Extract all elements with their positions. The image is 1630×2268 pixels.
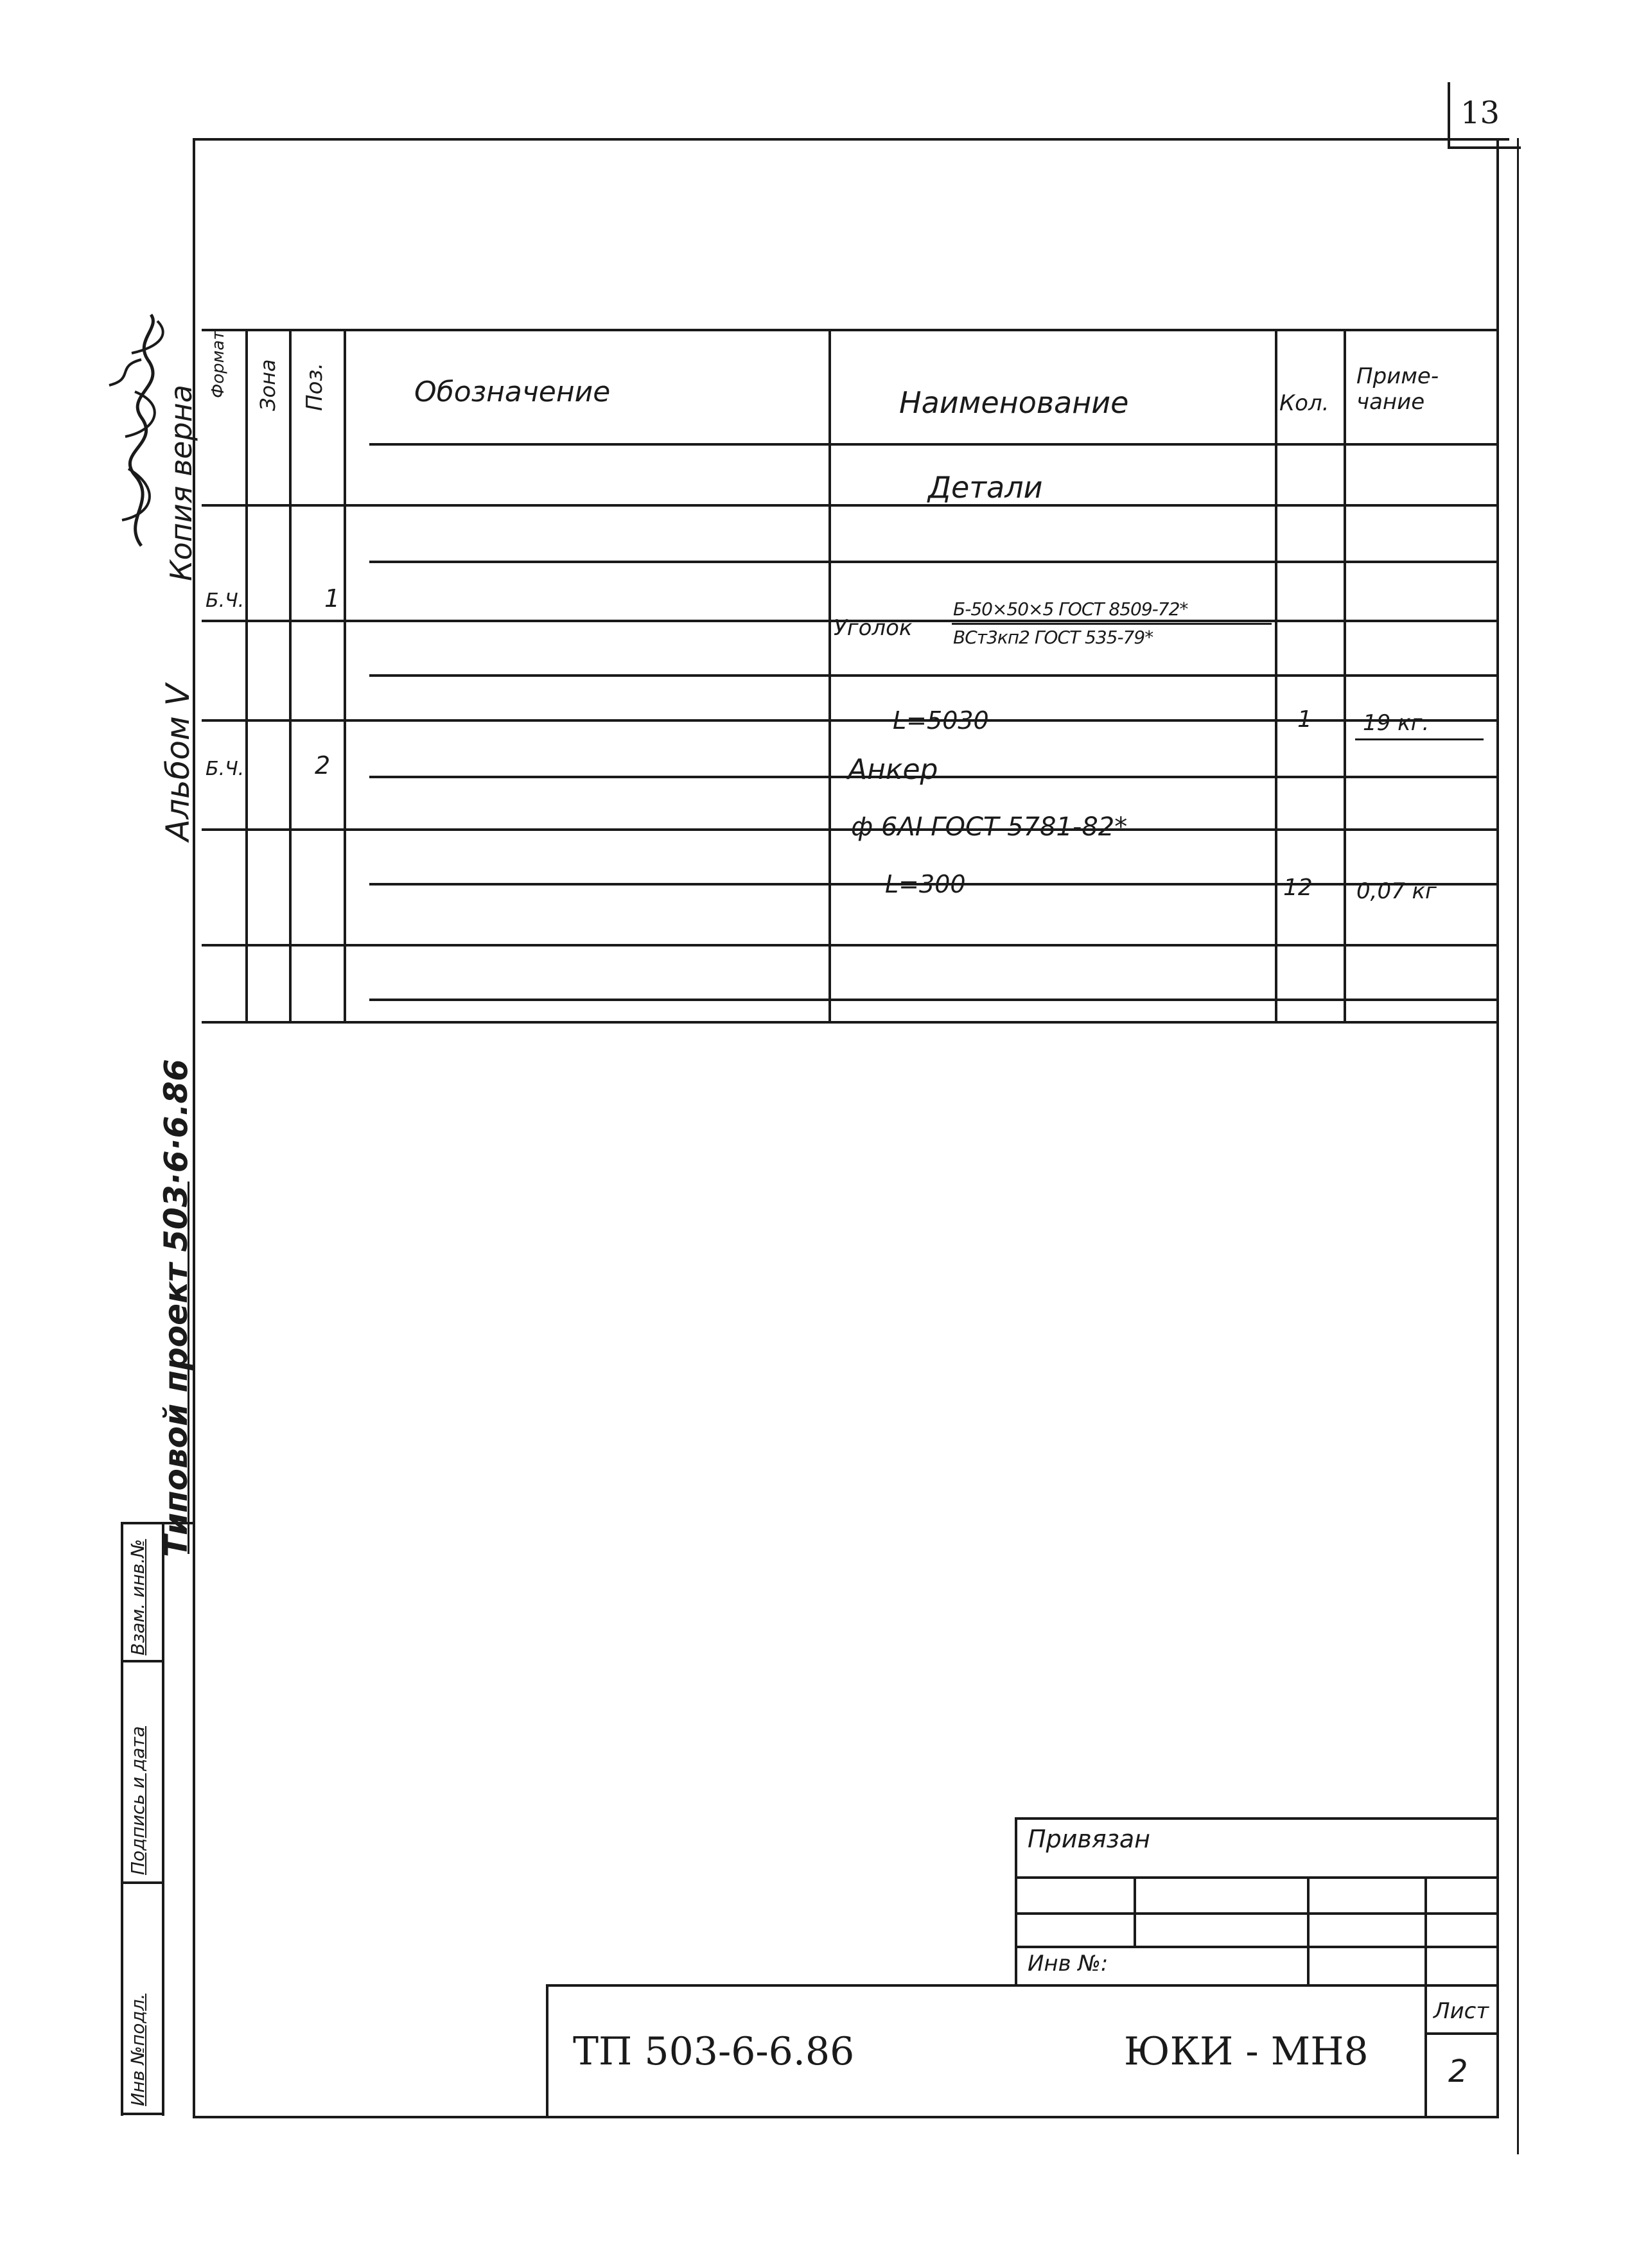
project-underline (188, 1182, 189, 1554)
header-qty: Кол. (1279, 390, 1329, 416)
item-2-spec-line: ф 6АI ГОСТ 5781-82* (851, 812, 1128, 842)
item-2-note: 0,07 кг (1356, 878, 1437, 904)
item-1-name: Уголок (834, 615, 913, 641)
item-2-length: L=300 (885, 870, 966, 898)
signature-label (96, 552, 97, 553)
item-1-length: L=5030 (893, 706, 989, 735)
frame-bottom (193, 2116, 1499, 2118)
header-zone: Зона (256, 359, 280, 411)
item-1-note-underline (1355, 738, 1484, 740)
item-1-format: Б.Ч. (206, 589, 245, 612)
section-title-underline (918, 504, 1092, 506)
frame-right (1496, 138, 1499, 2116)
page-number: 13 (1460, 95, 1500, 131)
binding-replace-label: Взам. инв.№ (127, 1539, 148, 1655)
item-2-name: Анкер (848, 753, 938, 786)
document-code: ЮКИ - МН8 (1124, 2029, 1369, 2074)
copy-stamp-text: Копия верна (164, 385, 198, 581)
item-1-note: 19 кг. (1363, 710, 1430, 736)
sheet-number: 2 (1448, 2054, 1468, 2089)
album-label: Альбом V (159, 684, 197, 841)
item-1-spec-bottom: ВСт3кп2 ГОСТ 535-79* (953, 627, 1153, 648)
binding-sign-label: Подпись и дата (127, 1726, 148, 1875)
item-1-fraction-bar (952, 623, 1272, 625)
item-1-pos: 1 (324, 584, 340, 613)
item-1-spec-top: Б-50×50×5 ГОСТ 8509-72* (953, 598, 1188, 620)
frame-right-edge (1517, 138, 1519, 2154)
project-code: ТП 503-6-6.86 (573, 2029, 855, 2074)
frame-top (193, 138, 1509, 141)
item-1-qty: 1 (1297, 706, 1312, 733)
signature-drawing (96, 308, 186, 552)
header-pos: Поз. (302, 362, 328, 411)
item-2-pos: 2 (315, 751, 331, 780)
header-note: Приме- чание (1356, 363, 1439, 415)
header-designation: Обозначение (414, 376, 611, 408)
header-name: Наименование (899, 385, 1129, 420)
bound-label: Привязан (1028, 1825, 1150, 1853)
project-label: Типовой проект 503·6·6.86 (157, 1059, 195, 1557)
item-2-qty: 12 (1283, 875, 1313, 901)
item-2-format: Б.Ч. (206, 758, 245, 780)
sheet-label: Лист (1433, 1998, 1489, 2024)
inv-no-label: Инв №: (1028, 1951, 1109, 1976)
section-title: Детали (928, 470, 1043, 505)
header-format: Формат (209, 330, 228, 398)
binding-inv-label: Инв №подл. (127, 1993, 148, 2106)
